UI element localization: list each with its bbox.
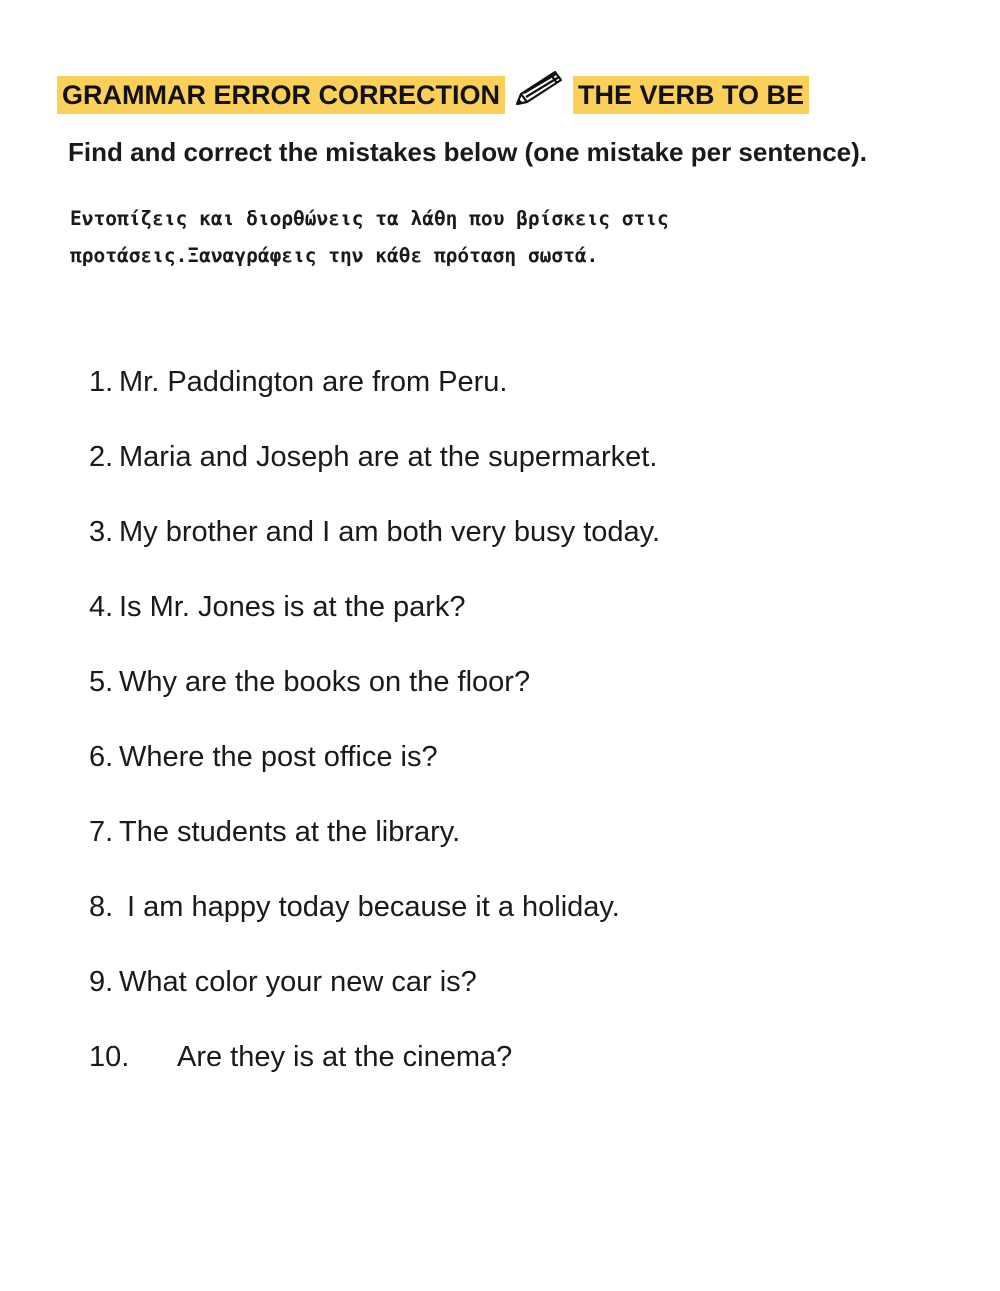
title-grammar-error-correction: GRAMMAR ERROR CORRECTION	[57, 76, 505, 114]
item-text: The students at the library.	[119, 816, 461, 848]
exercise-item-8	[89, 887, 660, 962]
item-number: 5.	[89, 666, 114, 698]
exercise-item-3	[89, 512, 660, 587]
item-text: Maria and Joseph are at the supermarket.	[119, 441, 658, 473]
item-text: I am happy today because it a holiday.	[119, 891, 620, 923]
exercise-item-9	[89, 962, 660, 1037]
exercise-item-1	[89, 362, 660, 437]
item-number: 1.	[89, 366, 114, 398]
exercise-item-5	[89, 662, 660, 737]
item-text: Is Mr. Jones is at the park?	[119, 591, 466, 623]
exercise-item-10	[89, 1037, 660, 1112]
exercise-item-6	[89, 737, 660, 812]
title-verb-to-be: THE VERB TO BE	[573, 76, 809, 114]
item-number: 6.	[89, 741, 114, 773]
item-text: My brother and I am both very busy today.	[119, 516, 661, 548]
item-number: 8.	[89, 891, 114, 923]
item-number: 7.	[89, 816, 114, 848]
pencil-icon	[511, 76, 569, 114]
exercise-item-4	[89, 587, 660, 662]
exercise-list	[89, 362, 660, 1112]
item-number: 9.	[89, 966, 114, 998]
exercise-item-7	[89, 812, 660, 887]
item-number: 4.	[89, 591, 114, 623]
item-number: 2.	[89, 441, 114, 473]
item-number: 3.	[89, 516, 114, 548]
item-text: Are they is at the cinema?	[177, 1041, 513, 1073]
item-text: Where the post office is?	[119, 741, 438, 773]
item-number: 10.	[89, 1041, 130, 1073]
item-text: Why are the books on the floor?	[119, 666, 531, 698]
exercise-item-2	[89, 437, 660, 512]
item-text: What color your new car is?	[119, 966, 477, 998]
item-text: Mr. Paddington are from Peru.	[119, 366, 508, 398]
instructions-english: Find and correct the mistakes below (one mistake per sentence).	[68, 137, 868, 167]
title-row	[57, 76, 809, 114]
instructions-greek: Εντοπίζεις και διορθώνεις τα λάθη που βρίσκεις στις προτάσεις.Ξαναγράφεις την κάθε πρόταση σωστά.	[70, 207, 669, 267]
